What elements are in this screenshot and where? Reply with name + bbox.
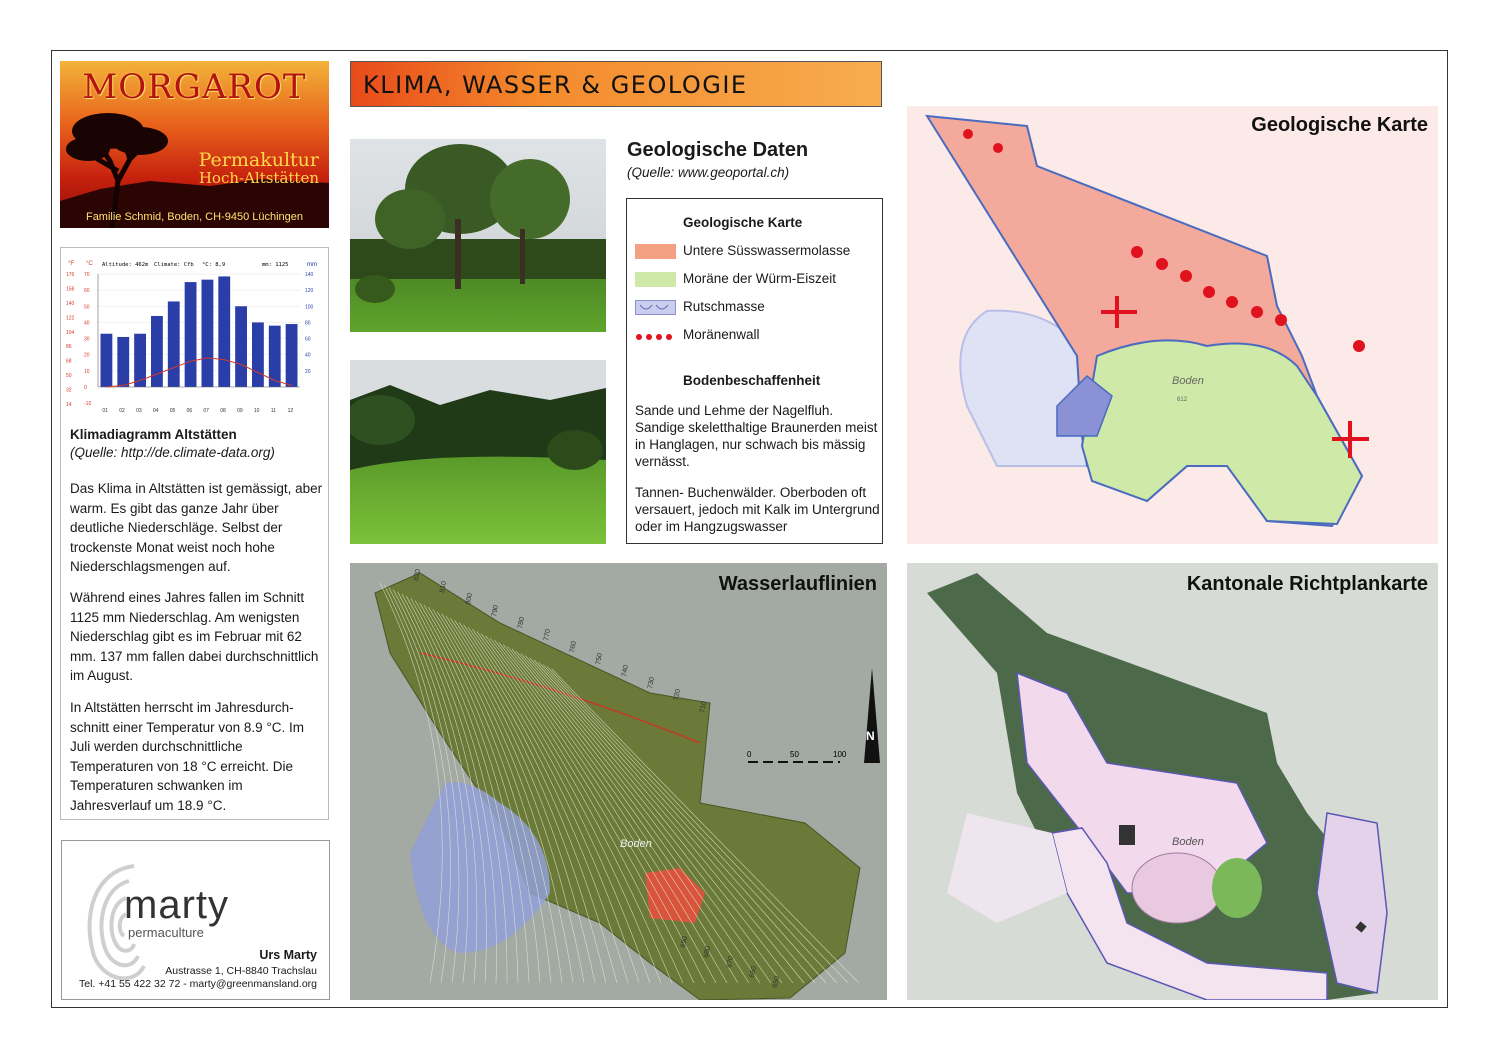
climate-paragraph-2: Während eines Jahres fallen im Schnitt 1125 mm Niederschlag. Am wenigsten Niederschlag gibt es im Februar mit 62 mm. 137 mm fallen dabei durchschnittlich im August. [70, 590, 319, 683]
contour-label: 780 [517, 616, 526, 630]
brand-location: Hoch-Altstätten [198, 169, 319, 187]
axis-c-tick: 50 [84, 304, 90, 311]
contour-label: 770 [543, 628, 552, 642]
month-tick: 08 [220, 408, 226, 414]
unit-f-label: °F [68, 261, 75, 267]
soil-heading: Bodenbeschaffenheit [683, 373, 821, 388]
contour-label: 800 [465, 592, 474, 606]
molasse-swatch [635, 244, 676, 259]
family-line: Familie Schmid, Boden, CH-9450 Lüchingen [85, 211, 304, 223]
contact-phone-email: Tel. +41 55 422 32 72 - marty@greenmansland.org [78, 978, 317, 990]
climate-header: Climate: Cfb [154, 262, 194, 268]
page-title: KLIMA, WASSER & GEOLOGIE [363, 71, 748, 99]
axis-c-tick: -10 [84, 401, 92, 408]
precip-bar [101, 334, 113, 387]
axis-f-tick: 140 [66, 300, 75, 307]
richtplan-map [907, 563, 1438, 1000]
richtplan-map-graphic [907, 563, 1438, 1000]
precip-bar [252, 322, 264, 387]
moraene-swatch [635, 272, 676, 287]
unit-c-label: °C [86, 261, 93, 267]
precip-bar [168, 301, 180, 387]
water-lines-map-graphic [350, 563, 887, 1000]
scale-tick-0: 0 [747, 750, 752, 759]
legend-label: Moräne der Würm-Eiszeit [683, 271, 837, 286]
month-tick: 11 [270, 408, 276, 414]
axis-mm-tick: 100 [305, 304, 314, 311]
contour-label: 820 [413, 568, 422, 582]
month-tick: 09 [237, 408, 243, 414]
contour-label: 730 [647, 676, 656, 690]
legend-label: Untere Süsswassermolasse [683, 243, 851, 258]
axis-f-tick: 86 [66, 344, 72, 351]
axis-mm-tick: 40 [305, 352, 311, 359]
contour-label: 750 [595, 652, 604, 666]
axis-f-tick: 122 [66, 315, 75, 322]
marty-contact-box [61, 840, 330, 1000]
altitude-header: Altitude: 462m [102, 262, 149, 268]
axis-f-tick: 50 [66, 373, 72, 380]
precip-bar [117, 337, 129, 387]
month-tick: 07 [203, 408, 209, 414]
climate-chart [62, 256, 326, 416]
climate-paragraph-3: In Altstätten herrscht im Jahresdurch-schnitt einer Temperatur von 8.9 °C. Im Juli werden durchschnittliche Temperaturen von 18 °C erreicht. Die Temperaturen schwanken im Jahresverlauf um 18.9 °C. [70, 700, 305, 813]
precip-bar [218, 276, 230, 387]
axis-c-tick: 10 [84, 368, 90, 375]
axis-f-tick: 104 [66, 329, 75, 336]
axis-c-tick: 0 [84, 385, 87, 391]
water-place-label: Boden [620, 838, 652, 850]
north-label: N [866, 729, 875, 743]
geo-data-source: (Quelle: www.geoportal.ch) [627, 165, 790, 180]
legend-heading: Geologische Karte [683, 215, 803, 230]
precip-header: mm: 1125 [262, 262, 289, 268]
axis-c-tick: 20 [84, 352, 90, 359]
contour-label: 710 [699, 700, 708, 714]
axis-mm-tick: 120 [305, 288, 314, 295]
contour-label: 740 [621, 664, 630, 678]
month-tick: 03 [136, 408, 142, 414]
legend-label: Moränenwall [683, 327, 760, 342]
geo-legend [626, 198, 883, 544]
axis-mm-tick: 20 [305, 368, 311, 375]
axis-f-tick: 68 [66, 358, 72, 365]
precip-bar [269, 326, 281, 387]
month-tick: 12 [287, 408, 294, 414]
contour-label: 670 [726, 955, 735, 969]
climate-source: (Quelle: http://de.climate-data.org) [70, 445, 275, 460]
axis-mm-tick: 80 [305, 320, 311, 327]
contour-label: 660 [749, 965, 758, 979]
scale-tick-50: 50 [790, 750, 799, 759]
contour-label: 810 [439, 580, 448, 594]
precip-bar [235, 306, 247, 387]
scale-tick-100: 100 [833, 750, 847, 759]
contour-label: 790 [491, 604, 500, 618]
geo-data-title: Geologische Daten [627, 139, 809, 161]
month-tick: 02 [119, 408, 125, 414]
month-tick: 10 [253, 408, 260, 414]
axis-f-tick: 32 [66, 387, 72, 394]
morgarot-banner [60, 61, 329, 228]
climate-paragraph-1: Das Klima in Altstätten ist gemässigt, aber warm. Es gibt das ganze Jahr über deutliche Niederschläge. Selbst der trockenste Monat weist noch hohe Niederschlagsmengen auf. [70, 481, 323, 574]
photo-meadow [350, 360, 606, 544]
geological-map-graphic [907, 106, 1438, 544]
precip-bar [185, 282, 197, 387]
temp-header: °C: 8,9 [202, 262, 226, 268]
precip-bar [151, 316, 163, 387]
axis-c-tick: 30 [84, 336, 90, 343]
axis-mm-tick: 60 [305, 336, 311, 343]
precip-bar [202, 280, 214, 387]
axis-f-tick: 158 [66, 286, 75, 293]
brand-title: MORGAROT [82, 67, 307, 107]
contour-label: 720 [673, 688, 682, 702]
axis-c-tick: 70 [84, 272, 90, 278]
rutschmasse-swatch [635, 300, 676, 315]
contour-label: 680 [703, 945, 712, 959]
axis-mm-tick: 140 [305, 272, 314, 278]
contact-address: Austrasse 1, CH-8840 Trachslau [165, 965, 317, 977]
legend-label: Rutschmasse [683, 299, 765, 314]
geological-map [907, 106, 1438, 544]
richtplan-place-label: Boden [1172, 836, 1204, 848]
climate-title: Klimadiagramm Altstätten [70, 427, 237, 442]
photo-orchard [350, 139, 606, 332]
month-tick: 01 [102, 408, 108, 414]
marty-tagline: permaculture [128, 925, 204, 940]
moraenenwall-dots-icon [635, 328, 676, 343]
axis-c-tick: 40 [84, 320, 90, 327]
geo-elevation-label: 612 [1177, 397, 1188, 403]
contour-label: 650 [772, 975, 781, 989]
water-lines-map [350, 563, 887, 1000]
month-tick: 04 [152, 408, 159, 414]
axis-c-tick: 60 [84, 288, 90, 295]
month-tick: 05 [169, 408, 176, 414]
contour-label: 690 [680, 935, 689, 949]
axis-f-tick: 176 [66, 272, 75, 278]
water-map-title: Wasserlauflinien [718, 573, 877, 595]
contour-label: 760 [569, 640, 578, 654]
precip-bar [286, 324, 298, 387]
geo-place-label: Boden [1172, 375, 1204, 387]
unit-mm-label: mm [307, 262, 317, 268]
orchard-photo-image [350, 139, 606, 332]
marty-wordmark: marty [124, 883, 229, 927]
richtplan-map-title: Kantonale Richtplankarte [1186, 573, 1428, 595]
soil-paragraph-1: Sande und Lehme der Nagelfluh. Sandige skeletthaltige Braunerden meist in Hanglagen, nur schwach bis mässig vernässt. [635, 403, 878, 469]
section-title-bar [350, 61, 882, 107]
geological-map-title: Geologische Karte [1251, 114, 1428, 136]
meadow-photo-image [350, 360, 606, 544]
soil-paragraph-2: Tannen- Buchenwälder. Oberboden oft versauert, jedoch mit Kalk im Untergrund oder im Hangzugswasser [635, 485, 880, 534]
axis-f-tick: 14 [66, 402, 72, 408]
brand-subtitle: Permakultur [198, 149, 319, 171]
month-tick: 06 [186, 408, 193, 414]
contact-name: Urs Marty [259, 948, 317, 962]
